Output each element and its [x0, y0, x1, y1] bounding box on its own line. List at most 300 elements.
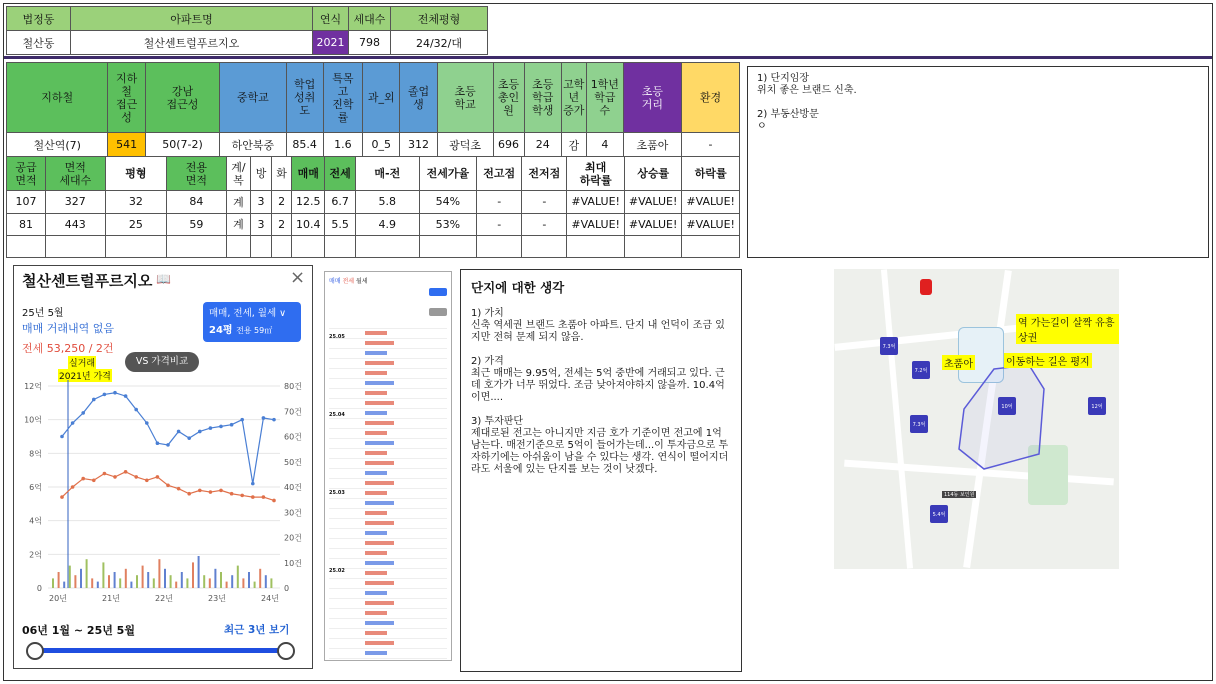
annotation-label: 2021년 가격 — [58, 369, 112, 382]
list-divider — [329, 488, 447, 489]
list-divider — [329, 618, 447, 619]
data-point — [251, 495, 255, 499]
price-cell — [271, 235, 292, 257]
jeonse-status: 전세 53,250 / 2건 — [22, 342, 114, 355]
list-divider — [329, 638, 447, 639]
list-item[interactable] — [365, 401, 394, 405]
list-divider — [329, 648, 447, 649]
list-item[interactable] — [365, 521, 394, 525]
book-icon[interactable]: 📖 — [156, 272, 171, 286]
header-cell: 전체평형 — [391, 7, 488, 31]
price-cell: #VALUE! — [682, 213, 740, 235]
price-cell: - — [477, 213, 522, 235]
volume-bar — [114, 572, 116, 588]
y2-tick-label: 60건 — [284, 432, 302, 442]
list-date: 25.02 — [329, 568, 345, 574]
filter-label: 매매, 전세, 월세 ∨ — [209, 308, 287, 319]
price-cell: 327 — [46, 191, 106, 213]
data-point — [251, 482, 255, 486]
list-item[interactable] — [365, 391, 387, 395]
list-item[interactable] — [365, 491, 387, 495]
volume-bar — [192, 562, 194, 588]
col-elem-total: 초등 총인 원 — [493, 63, 524, 133]
price-cell: - — [477, 191, 522, 213]
list-divider — [329, 658, 447, 659]
list-filter-button[interactable] — [429, 288, 447, 296]
data-point — [219, 425, 223, 429]
note-line: 2) 부동산방문 — [757, 109, 819, 120]
list-divider — [329, 588, 447, 589]
volume-bar — [164, 569, 166, 588]
data-point — [71, 485, 75, 489]
col-rise-rate: 상승률 — [624, 157, 681, 191]
data-point — [113, 475, 117, 479]
col-jeonse-rate: 전세가율 — [419, 157, 476, 191]
price-cell: 12.5 — [292, 191, 325, 213]
col-achievement: 학업 성취 도 — [286, 63, 323, 133]
tab-jeonse[interactable]: 전세 — [342, 278, 355, 285]
y2-tick-label: 0 — [284, 584, 290, 593]
price-cell — [167, 235, 227, 257]
thought-text: 최근 매매는 9.95억, 전세는 5억 중반에 거래되고 있다. 근데 호가가 너무 뛰었다. 조금 낮아져야하지 않을까. 10.4억이면.... — [471, 368, 725, 403]
elem-class-value: 24 — [524, 133, 561, 157]
y-tick-label: 8억 — [29, 449, 42, 459]
price-cell: 계 — [226, 213, 251, 235]
list-divider — [329, 348, 447, 349]
header-cell: 법정동 — [7, 7, 71, 31]
col-baths: 화 — [271, 157, 292, 191]
header-cell: 세대수 — [349, 7, 391, 31]
list-item[interactable] — [365, 631, 387, 635]
data-point — [262, 495, 266, 499]
col-supply-area: 공급 면적 — [7, 157, 46, 191]
summary-table — [6, 6, 488, 55]
price-cell: 5.8 — [355, 191, 419, 213]
list-item[interactable] — [365, 501, 394, 505]
data-point — [177, 487, 181, 491]
list-sort-button[interactable] — [429, 308, 447, 316]
volume-bar — [270, 578, 272, 588]
price-chart — [14, 366, 312, 606]
data-point — [145, 421, 149, 425]
data-point — [219, 489, 223, 493]
list-item[interactable] — [365, 651, 387, 655]
y2-tick-label: 20건 — [284, 533, 302, 543]
list-item[interactable] — [365, 511, 387, 515]
price-pin[interactable]: 10억 — [998, 397, 1016, 415]
list-date: 25.05 — [329, 334, 345, 340]
price-cell — [105, 235, 167, 257]
data-point — [209, 490, 213, 494]
price-cell: #VALUE! — [624, 191, 681, 213]
price-cell: - — [522, 213, 567, 235]
price-row — [7, 191, 740, 213]
data-point — [124, 394, 128, 398]
filter-dropdown[interactable] — [203, 302, 301, 342]
volume-bar — [52, 578, 54, 588]
col-peak: 전고점 — [477, 157, 522, 191]
list-divider — [329, 478, 447, 479]
price-cell — [522, 235, 567, 257]
list-item[interactable] — [365, 611, 387, 615]
recent-3y-link[interactable]: 최근 3년 보기 — [224, 624, 290, 636]
y-tick-label: 4억 — [29, 516, 42, 526]
thought-heading: 2) 가격 — [471, 356, 504, 367]
pyeong-label: 24평 — [209, 325, 233, 336]
list-divider — [329, 458, 447, 459]
list-divider — [329, 428, 447, 429]
col-rooms: 방 — [251, 157, 272, 191]
list-divider — [329, 558, 447, 559]
volume-bar — [142, 566, 144, 588]
price-cell — [624, 235, 681, 257]
price-cell: 3 — [251, 213, 272, 235]
col-area-households: 면적 세대수 — [46, 157, 106, 191]
list-divider — [329, 548, 447, 549]
list-divider — [329, 468, 447, 469]
col-gap: 매-전 — [355, 157, 419, 191]
price-cell: #VALUE! — [624, 213, 681, 235]
data-point — [156, 441, 160, 445]
upper-grade-value: 감 — [561, 133, 586, 157]
y-tick-label: 0 — [36, 584, 42, 593]
volume-bar — [147, 572, 149, 588]
list-item[interactable] — [365, 421, 394, 425]
col-subway-access: 지하 철 접근 성 — [108, 63, 145, 133]
price-cell: 3 — [251, 191, 272, 213]
col-sale: 매매 — [292, 157, 325, 191]
list-item[interactable] — [365, 591, 387, 595]
y-tick-label: 12억 — [24, 382, 42, 391]
note-line: 1) 단지임장 — [757, 73, 810, 84]
list-divider — [329, 368, 447, 369]
price-cell: 계 — [226, 191, 251, 213]
price-cell — [419, 235, 476, 257]
col-jeonse: 전세 — [325, 157, 356, 191]
price-cell: 59 — [167, 213, 227, 235]
list-divider — [329, 498, 447, 499]
list-item[interactable] — [365, 331, 387, 335]
x-tick-label: 23년 — [208, 594, 226, 603]
header-cell: 아파트명 — [71, 7, 313, 31]
data-point — [262, 416, 266, 420]
range-slider-start-handle[interactable] — [26, 642, 44, 660]
col-low: 전저점 — [522, 157, 567, 191]
list-divider — [329, 418, 447, 419]
col-drop-rate: 하락률 — [682, 157, 740, 191]
price-cell: 443 — [46, 213, 106, 235]
list-divider — [329, 358, 447, 359]
close-icon[interactable]: × — [290, 267, 306, 288]
data-point — [145, 478, 149, 482]
x-tick-label: 22년 — [155, 594, 173, 603]
volume-bar — [108, 575, 110, 588]
price-pin[interactable]: 12억 — [1088, 397, 1106, 415]
price-cell: 6.7 — [325, 191, 356, 213]
note-line: ㅇ — [757, 121, 767, 132]
data-point — [230, 423, 234, 427]
data-point — [60, 435, 64, 439]
station-marker[interactable] — [920, 279, 932, 295]
subway-access-value: 541 — [108, 133, 145, 157]
special-hs-value: 1.6 — [323, 133, 362, 157]
data-point — [124, 470, 128, 474]
volume-bar — [220, 572, 222, 588]
price-cell — [226, 235, 251, 257]
vs-compare-button[interactable]: VS 가격비교 — [125, 352, 199, 372]
volume-bar — [153, 578, 155, 588]
col-gangnam-access: 강남 접근성 — [145, 63, 220, 133]
price-pin[interactable]: 7.3억 — [880, 337, 898, 355]
price-row — [7, 213, 740, 235]
data-point — [134, 408, 138, 412]
data-point — [230, 492, 234, 496]
y2-tick-label: 50건 — [284, 457, 302, 467]
col-type: 계/ 복 — [226, 157, 251, 191]
price-cell — [355, 235, 419, 257]
data-point — [272, 499, 276, 503]
thoughts-title: 단지에 대한 생각 — [471, 280, 565, 295]
col-pyeong: 평형 — [105, 157, 167, 191]
notes-panel — [747, 66, 1209, 258]
list-divider — [329, 538, 447, 539]
data-point — [187, 436, 191, 440]
volume-bar — [259, 569, 261, 588]
transaction-list-panel — [324, 271, 452, 661]
list-date: 25.03 — [329, 490, 345, 496]
price-cell — [251, 235, 272, 257]
list-divider — [329, 378, 447, 379]
list-item[interactable] — [365, 581, 394, 585]
size-value: 24/32/대 — [391, 31, 488, 55]
list-divider — [329, 508, 447, 509]
data-point — [81, 477, 85, 481]
list-divider — [329, 328, 447, 329]
volume-bar — [181, 572, 183, 588]
volume-bar — [125, 569, 127, 588]
volume-bar — [91, 578, 93, 588]
y2-tick-label: 80건 — [284, 382, 302, 391]
col-special-hs: 특목 고 진학 률 — [323, 63, 362, 133]
price-cell: #VALUE! — [682, 191, 740, 213]
chart-date: 25년 5월 — [22, 308, 64, 319]
data-point — [198, 430, 202, 434]
thought-text: 신축 역세권 브랜드 초품아 아파트. 단지 내 언덕이 조금 있지만 전혀 문제 되지 않음. — [471, 320, 725, 343]
environment-value: - — [681, 133, 739, 157]
volume-bar — [69, 566, 71, 588]
list-item[interactable] — [365, 621, 394, 625]
volume-bar — [226, 582, 228, 588]
volume-bar — [214, 569, 216, 588]
thoughts-panel — [460, 269, 742, 672]
price-cell: 10.4 — [292, 213, 325, 235]
list-item[interactable] — [365, 571, 387, 575]
volume-bar — [237, 566, 239, 588]
data-point — [92, 398, 96, 402]
col-middle-school: 중학교 — [220, 63, 286, 133]
tutoring-value: 0_5 — [363, 133, 400, 157]
volume-bar — [186, 578, 188, 588]
achievement-value: 85.4 — [286, 133, 323, 157]
price-cell: 53% — [419, 213, 476, 235]
y2-tick-label: 70건 — [284, 407, 302, 417]
volume-bar — [248, 572, 250, 588]
list-item[interactable] — [365, 381, 394, 385]
list-item[interactable] — [365, 471, 387, 475]
data-point — [156, 475, 160, 479]
data-point — [81, 411, 85, 415]
list-item[interactable] — [365, 551, 387, 555]
list-divider — [329, 608, 447, 609]
col-elem-distance: 초등 거리 — [623, 63, 681, 133]
y-tick-label: 10억 — [24, 415, 42, 425]
thought-heading: 1) 가치 — [471, 308, 504, 319]
price-pin[interactable]: 7.2억 — [912, 361, 930, 379]
col-exclusive-area: 전용 면적 — [167, 157, 227, 191]
col-environment: 환경 — [681, 63, 739, 133]
gangnam-access-value: 50(7-2) — [145, 133, 220, 157]
price-cell: 2 — [271, 191, 292, 213]
map-image[interactable] — [834, 269, 1119, 569]
price-pin[interactable]: 5.4억 — [930, 505, 948, 523]
data-point — [103, 472, 107, 476]
volume-bar — [86, 559, 88, 588]
thought-text: 제대로된 전고는 아니지만 지금 호가 기준이면 전고에 1억 남는다. 매전기준으로 5억이 들어가는데...이 투자금으로 투자하기에는 아쉬움이 남을 수 있다는 생각. 연식이 떨어지더라도 서울에 있는 단지를 보는 것이 낫겠다. — [471, 428, 729, 475]
list-item[interactable] — [365, 431, 387, 435]
list-item[interactable] — [365, 451, 387, 455]
col-subway: 지하철 — [7, 63, 108, 133]
chart-title: 철산센트럴푸르지오 — [22, 272, 153, 290]
volume-bar — [242, 578, 244, 588]
list-divider — [329, 438, 447, 439]
list-divider — [329, 528, 447, 529]
list-item[interactable] — [365, 411, 387, 415]
first-grade-value: 4 — [586, 133, 623, 157]
list-item[interactable] — [365, 641, 394, 645]
data-point — [209, 426, 213, 430]
list-item[interactable] — [365, 341, 394, 345]
volume-bar — [203, 575, 205, 588]
map-sublabel: 114동 보인원 — [944, 492, 975, 498]
elem-total-value: 696 — [493, 133, 524, 157]
volume-bar — [97, 582, 99, 588]
volume-bar — [254, 582, 256, 588]
households-value: 798 — [349, 31, 391, 55]
price-cell: - — [522, 191, 567, 213]
note-line: 위치 좋은 브랜드 신축. — [757, 85, 857, 96]
data-point — [177, 430, 181, 434]
data-point — [60, 495, 64, 499]
x-tick-label: 21년 — [102, 594, 120, 603]
price-chart-panel — [13, 265, 313, 669]
price-cell — [292, 235, 325, 257]
volume-bar — [63, 582, 65, 588]
list-item[interactable] — [365, 541, 394, 545]
year-value: 2021 — [313, 31, 349, 55]
list-item[interactable] — [365, 561, 394, 565]
price-cell: 4.9 — [355, 213, 419, 235]
col-tutoring: 과_외 — [363, 63, 400, 133]
x-tick-label: 20년 — [49, 594, 67, 603]
volume-bar — [175, 582, 177, 588]
data-point — [187, 492, 191, 496]
thought-heading: 3) 투자판단 — [471, 416, 524, 427]
price-cell: 54% — [419, 191, 476, 213]
volume-bar — [136, 575, 138, 588]
data-point — [240, 494, 244, 498]
volume-bar — [158, 559, 160, 588]
list-divider — [329, 448, 447, 449]
list-item[interactable] — [365, 361, 394, 365]
data-point — [92, 478, 96, 482]
list-item[interactable] — [365, 481, 394, 485]
map-label: 역 가는길이 살짝 유흥상권 — [1016, 314, 1119, 344]
price-cell — [46, 235, 106, 257]
list-item[interactable] — [365, 441, 394, 445]
elem-distance-value: 초품아 — [623, 133, 681, 157]
list-item[interactable] — [365, 351, 387, 355]
price-pin[interactable]: 7.3억 — [910, 415, 928, 433]
graduates-value: 312 — [400, 133, 437, 157]
volume-bar — [119, 578, 121, 588]
elementary-value: 광덕초 — [437, 133, 493, 157]
info-table — [6, 62, 740, 157]
list-item[interactable] — [365, 461, 394, 465]
list-item[interactable] — [365, 601, 394, 605]
list-divider — [329, 398, 447, 399]
list-item[interactable] — [365, 531, 387, 535]
list-divider — [329, 598, 447, 599]
tab-monthly[interactable]: 월세 — [356, 278, 368, 285]
price-cell — [682, 235, 740, 257]
volume-bar — [74, 575, 76, 588]
x-tick-label: 24년 — [261, 594, 279, 603]
col-max-drop: 최대 하락률 — [567, 157, 624, 191]
data-point — [166, 443, 170, 447]
list-divider — [329, 518, 447, 519]
data-point — [71, 421, 75, 425]
volume-bar — [80, 569, 82, 588]
volume-bar — [102, 562, 104, 588]
annotation-label: 실거래 — [68, 356, 96, 369]
price-table — [6, 156, 740, 258]
data-point — [240, 418, 244, 422]
price-cell: 84 — [167, 191, 227, 213]
volume-bar — [198, 556, 200, 588]
price-cell: #VALUE! — [567, 191, 624, 213]
trade-status: 매매 거래내역 없음 — [22, 322, 115, 335]
price-cell: 32 — [105, 191, 167, 213]
price-cell: #VALUE! — [567, 213, 624, 235]
price-cell — [7, 235, 46, 257]
y2-tick-label: 10건 — [284, 558, 302, 568]
list-date: 25.04 — [329, 412, 345, 418]
data-point — [113, 391, 117, 395]
data-point — [134, 475, 138, 479]
price-cell: 5.5 — [325, 213, 356, 235]
list-item[interactable] — [365, 371, 387, 375]
list-divider — [329, 568, 447, 569]
tab-sale[interactable]: 매매 — [329, 278, 341, 285]
dong-value: 철산동 — [7, 31, 71, 55]
range-slider-end-handle[interactable] — [277, 642, 295, 660]
date-range: 06년 1월 ~ 25년 5월 — [22, 624, 135, 637]
list-tabs — [329, 276, 368, 285]
subway-value: 철산역(7) — [7, 133, 108, 157]
price-cell — [567, 235, 624, 257]
volume-bar — [58, 572, 60, 588]
range-slider-track[interactable] — [34, 648, 289, 653]
